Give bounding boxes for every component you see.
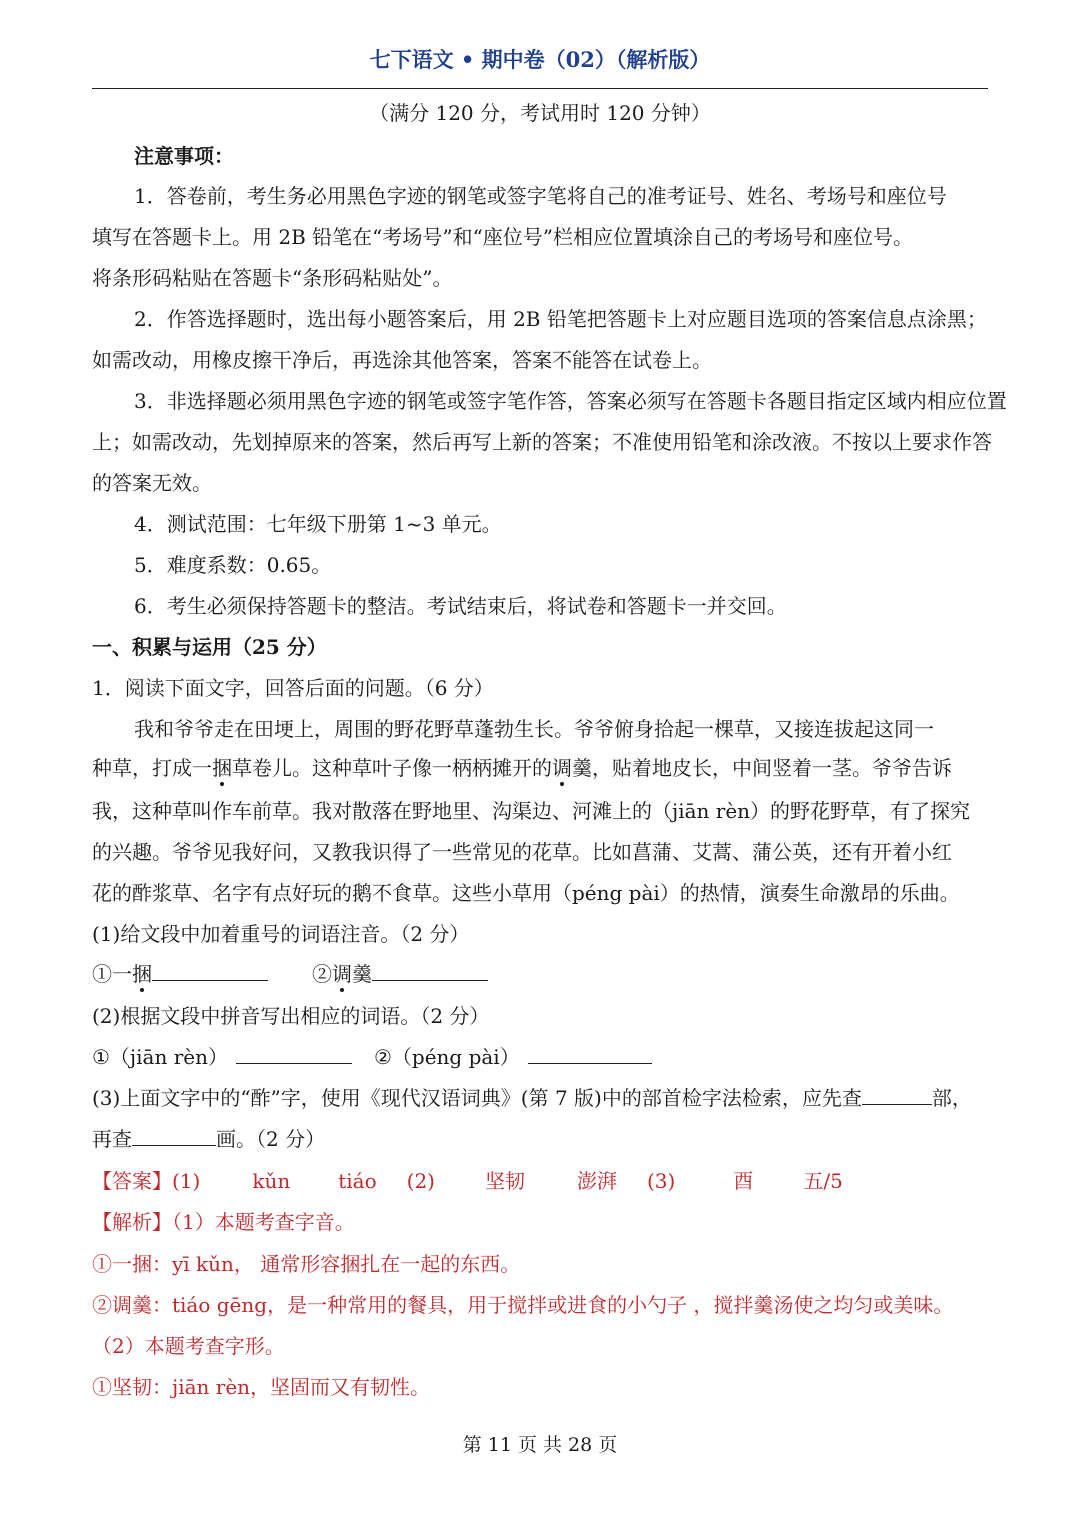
section-title: 一、积累与运用（25 分） — [92, 635, 327, 659]
notice-line: 1．答卷前，考生务必用黑色字迹的钢笔或签字笔将自己的准考证号、姓名、考场号和座位号 — [134, 184, 947, 208]
notice-line: 6．考生必须保持答题卡的整洁。考试结束后，将试卷和答题卡一并交回。 — [134, 594, 787, 618]
sub-question-2-blanks: ①（jiān rèn） ②（péng pài） — [92, 1043, 988, 1071]
answer-line: 【答案】(1) kǔn tiáo (2) 坚韧 澎湃 (3) 酉 五/5 — [92, 1169, 843, 1193]
sub-question-3-cont: 再查 画。（2 分） — [92, 1127, 326, 1151]
passage-line: 花的酢浆草、名字有点好玩的鹅不食草。这些小草用（péng pài）的热情，演奏生命激昂的乐曲。 — [92, 881, 960, 905]
exam-subtitle: （满分 120 分，考试用时 120 分钟） — [369, 101, 711, 125]
notice-line: 5．难度系数：0.65。 — [134, 553, 332, 577]
answer-blank[interactable] — [236, 1043, 352, 1064]
sub-question-1: (1)给文段中加着重号的词语注音。（2 分） — [92, 922, 470, 946]
notice-line: 2．作答选择题时，选出每小题答案后，用 2B 铅笔把答题卡上对应题目选项的答案信息点涂黑； — [134, 307, 987, 331]
notice-line: 的答案无效。 — [92, 471, 212, 495]
header-rule — [92, 88, 988, 89]
notice-line: 填写在答题卡上。用 2B 铅笔在“考场号”和“座位号”栏相应位置填涂自己的考场号和座位号。 — [92, 225, 914, 249]
analysis-line: ①坚韧：jiān rèn，坚固而又有韧性。 — [92, 1375, 431, 1399]
passage-line: 我，这种草叫作车前草。我对散落在野地里、沟渠边、河滩上的（jiān rèn）的野花野草，有了探究 — [92, 799, 971, 823]
page-header-title: 七下语文 • 期中卷（02）（解析版） — [369, 47, 711, 72]
passage-line: 我和爷爷走在田埂上，周围的野花野草蓬勃生长。爷爷俯身拾起一棵草，又接连拔起这同一 — [134, 717, 934, 741]
answer-blank[interactable] — [528, 1043, 652, 1064]
analysis-line: 【解析】（1）本题考查字音。 — [92, 1210, 355, 1234]
analysis-line: ①一捆：yī kǔn， 通常形容捆扎在一起的东西。 — [92, 1252, 521, 1276]
sub-question-1-blanks: ①一捆 ②调羹 — [92, 960, 988, 988]
emphasis-char: 捆 — [212, 756, 232, 780]
emphasis-char: 捆 — [132, 962, 152, 986]
emphasis-char: 调 — [552, 756, 572, 780]
sub-question-2: (2)根据文段中拼音写出相应的词语。（2 分） — [92, 1004, 490, 1028]
passage-line: 的兴趣。爷爷见我好问，又教我识得了一些常见的花草。比如菖蒲、艾蒿、蒲公英，还有开着小红 — [92, 840, 952, 864]
analysis-line: （2）本题考查字形。 — [92, 1334, 285, 1358]
notice-line: 3．非选择题必须用黑色字迹的钢笔或签字笔作答，答案必须写在答题卡各题目指定区域内相应位置 — [134, 389, 1007, 413]
page-number: 第 11 页 共 28 页 — [462, 1434, 618, 1456]
answer-blank[interactable] — [372, 960, 488, 981]
answer-label: 【答案】 — [92, 1169, 172, 1193]
emphasis-char: 调 — [332, 962, 352, 986]
answer-blank[interactable] — [862, 1084, 932, 1105]
notice-line: 将条形码粘贴在答题卡“条形码粘贴处”。 — [92, 266, 453, 290]
question-stem: 1．阅读下面文字，回答后面的问题。（6 分） — [92, 676, 494, 700]
answer-blank[interactable] — [152, 960, 268, 981]
analysis-line: ②调羹：tiáo gēng，是一种常用的餐具，用于搅拌或进食的小勺子 ，搅拌羹汤使之均匀或美味。 — [92, 1293, 954, 1317]
sub-question-3: (3)上面文字中的“酢”字，使用《现代汉语词典》(第 7 版)中的部首检字法检索，应先查 部， — [92, 1086, 972, 1110]
notice-line: 4．测试范围：七年级下册第 1~3 单元。 — [134, 512, 502, 536]
analysis-label: 【解析】 — [92, 1210, 172, 1234]
answer-blank[interactable] — [132, 1125, 216, 1146]
notice-heading: 注意事项： — [134, 144, 234, 168]
notice-line: 上；如需改动，先划掉原来的答案，然后再写上新的答案；不准使用铅笔和涂改液。不按以上要求作答 — [92, 430, 992, 454]
passage-line: 种草，打成一捆草卷儿。这种草叶子像一柄柄摊开的调羹，贴着地皮长，中间竖着一茎。爷爷告诉 — [92, 756, 952, 780]
notice-line: 如需改动，用橡皮擦干净后，再选涂其他答案，答案不能答在试卷上。 — [92, 348, 712, 372]
